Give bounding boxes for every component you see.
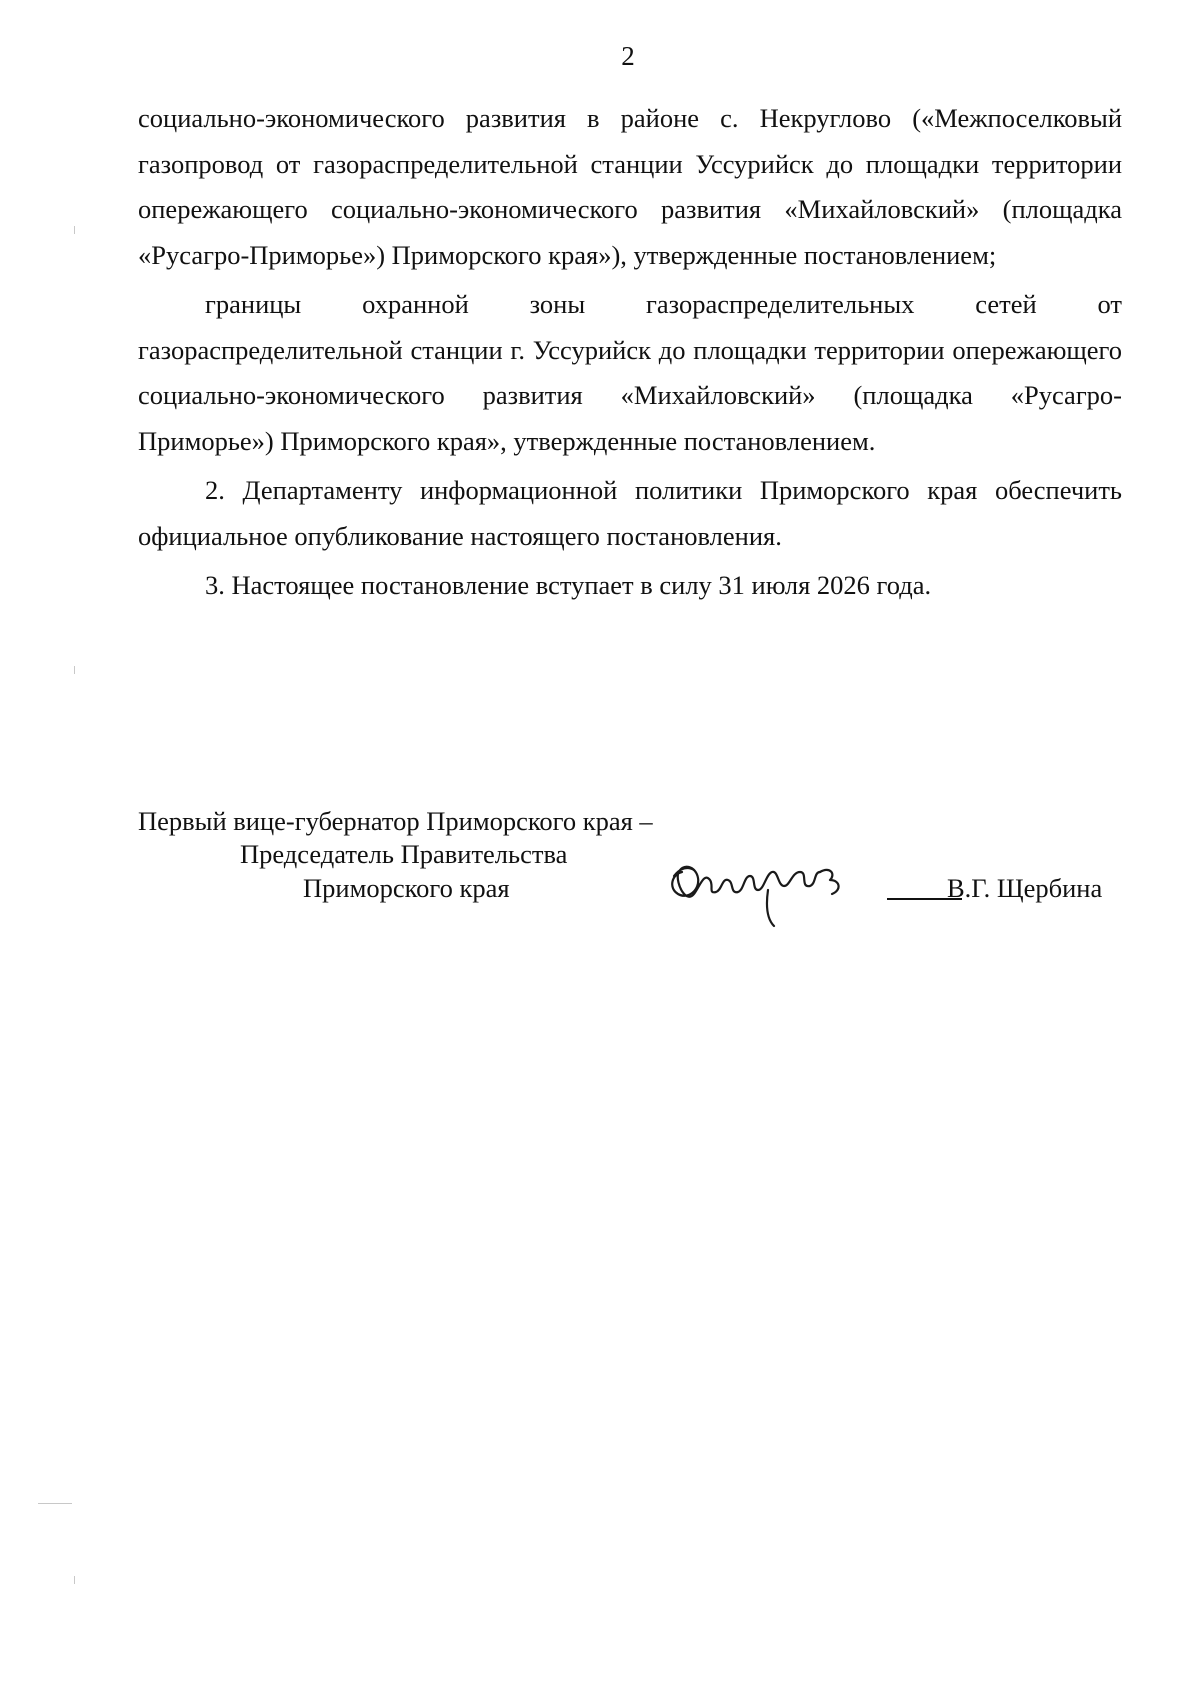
scan-artifact	[38, 1503, 72, 1504]
page-number: 2	[621, 41, 635, 71]
signatory-title-line3: Приморского края	[303, 873, 510, 903]
text-line: 2. Департаменту информационной политики Приморского края	[205, 475, 978, 505]
text-line: границы охранной зоны газораспределительных сетей от	[205, 289, 1122, 319]
scan-artifact	[74, 666, 75, 674]
signatory-title-line2: Председатель Правительства	[240, 839, 568, 869]
text-line: социально-экономического развития в районе с. Некруглово («Межпоселковый	[138, 103, 1122, 133]
text-line: газопровод от газораспределительной станции Уссурийск до площадки	[138, 148, 980, 179]
signatory-name: В.Г. Щербина	[947, 873, 1103, 903]
scan-artifact	[74, 226, 75, 234]
handwritten-signature	[660, 832, 880, 932]
paragraph-continuation	[138, 96, 1122, 278]
text-line: газораспределительной станции г. Уссурийск до площадки территории	[138, 334, 945, 365]
text-line: опережающего социально-экономического развития «Михайловский»	[138, 334, 1123, 410]
text-line: обеспечить официальное опубликование настоящего постановления.	[138, 475, 1123, 551]
text-line: территории опережающего социально-экономического развития	[138, 148, 1123, 224]
text-line: «Михайловский» (площадка «Русагро-Приморье») Приморского края»),	[138, 194, 1122, 270]
paragraph-item-2	[138, 468, 1122, 559]
text-line: постановлением.	[683, 425, 876, 456]
document-body	[138, 96, 1122, 609]
paragraph-boundaries	[138, 282, 1122, 464]
paragraph-item-3	[138, 563, 1122, 609]
text-line: утвержденные постановлением;	[633, 239, 997, 270]
signature-block	[0, 805, 1200, 925]
signatory-title-line1: Первый вице-губернатор Приморского края –	[138, 806, 653, 836]
text-line: 3. Настоящее постановление вступает в силу 31 июля 2026 года.	[205, 570, 932, 600]
text-line: (площадка «Русагро-Приморье») Приморского края», утвержденные	[138, 380, 1123, 456]
scan-artifact	[74, 1576, 75, 1584]
